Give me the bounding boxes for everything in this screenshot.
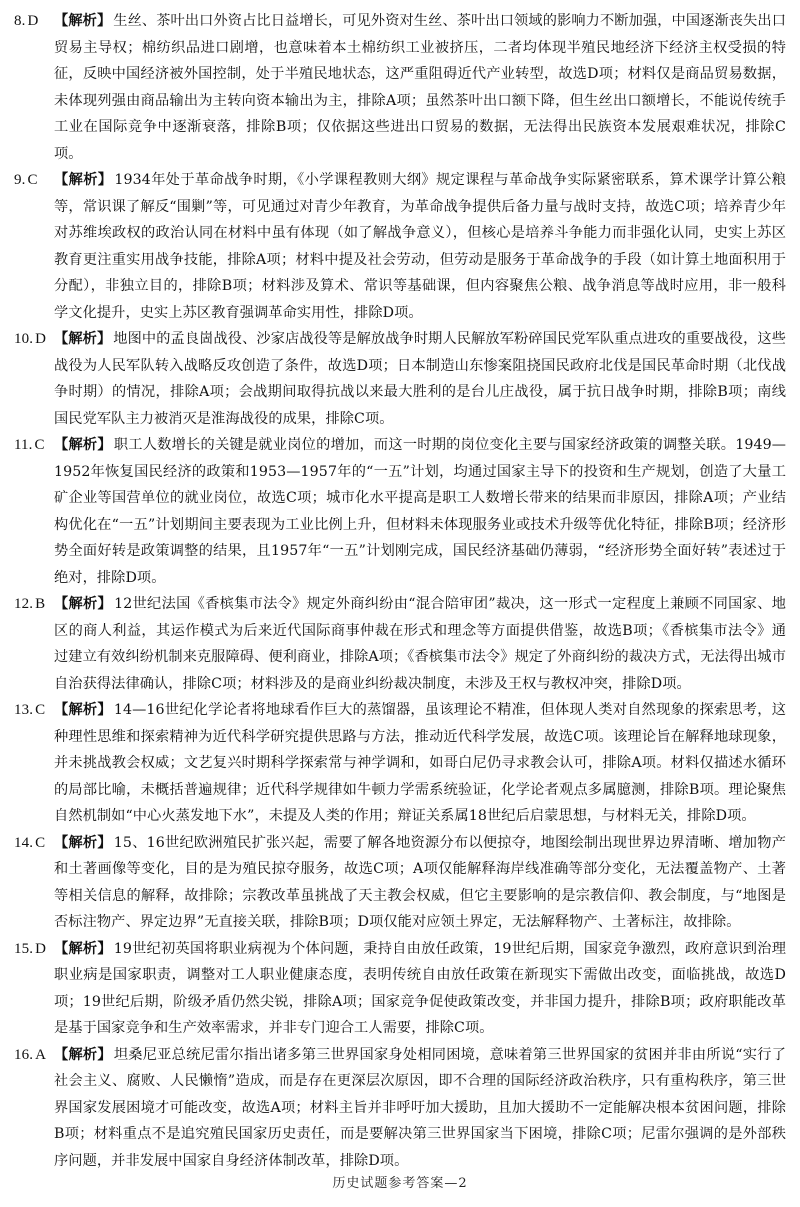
analysis-tag: 【解析】	[54, 702, 112, 718]
analysis-tag: 【解析】	[54, 331, 112, 347]
answer-letter: B	[35, 596, 46, 612]
analysis-tag: 【解析】	[54, 834, 112, 851]
analysis-tag: 【解析】	[54, 13, 112, 29]
answer-item-8	[14, 8, 786, 167]
answer-item-12	[14, 591, 786, 697]
explanation-text: 【解析】 生丝、茶叶出口外资占比日益增长，可见外资对生丝、茶叶出口领域的影响力不断加强，中国逐渐丧失出口贸易主导权；棉纺织品进口剧增，也意味着本土棉纺织工业被挤压，二者均体现半殖民地经济下经济主权受损的特征，反映中国经济被外国控制，处于半殖民地状态，这严重阻碍近代产业转型，故选D项；材料仅是商品贸易数据，未体现列强由商品输出为主转向资本输出为主，排除A项；虽然茶叶出口额下降，但生丝出口额增长，不能说传统手工业在国际竞争中逐渐衰落，排除B项；仅依据这些进出口贸易的数据，无法得出民族资本发展艰难状况，排除C项。	[54, 13, 787, 162]
explanation-text: 【解析】 12世纪法国《香槟集市法令》规定外商纠纷由“混合陪审团”裁决，这一形式一定程度上兼顾不同国家、地区的商人利益，其运作模式为后来近代国际商事仲裁在形式和理念等方面提供借鉴，故选B项；《香槟集市法令》通过建立有效纠纷机制来克服障碍、便利商业，排除A项；《香槟集市法令》规定了外商纠纷的裁决方式，无法得出城市自治获得法律确认，排除C项；材料涉及的是商业纠纷裁决制度，未涉及王权与教权冲突，排除D项。	[54, 596, 786, 692]
answer-item-13	[14, 697, 786, 830]
answer-item-9	[14, 167, 786, 326]
answer-letter: C	[27, 172, 38, 188]
analysis-tag: 【解析】	[54, 172, 113, 188]
answer-item-15	[14, 936, 786, 1042]
answer-letter: D	[35, 940, 46, 957]
analysis-tag: 【解析】	[54, 940, 112, 957]
question-number: 11. C	[14, 437, 45, 453]
answer-item-10	[14, 326, 786, 432]
answer-letter: C	[34, 437, 45, 453]
question-number: 8. D	[14, 13, 39, 29]
explanation-text: 【解析】 职工人数增长的关键是就业岗位的增加，而这一时期的岗位变化主要与国家经济政策的调整关联。1949—1952年恢复国民经济的政策和1953—1957年的“一五”计划，均通过国家主导下的投资和生产规划，创造了大量工矿企业等国营单位的就业岗位，故选C项；城市化水平提高是职工人数增长带来的结果而非原因，排除A项；产业结构优化在“一五”计划期间主要表现为工业比例上升，但材料未体现服务业或技术升级等优化特征，排除B项；经济形势全面好转是政策调整的结果，且1957年“一五”计划刚完成，国民经济基础仍薄弱，“经济形势全面好转”表述过于绝对，排除D项。	[54, 437, 786, 586]
answer-letter: C	[35, 702, 46, 718]
question-number: 16. A	[14, 1046, 46, 1063]
question-number: 12. B	[14, 596, 46, 612]
answer-letter: A	[35, 1046, 46, 1063]
question-number: 14. C	[14, 834, 46, 851]
explanation-text: 【解析】 1934年处于革命战争时期，《小学课程教则大纲》规定课程与革命战争实际紧密联系，算术课学计算公粮等，常识课了解反“围剿”等，可见通过对青少年教育，为革命战争提供后备力量与战时支持，故选C项；培养青少年对苏维埃政权的政治认同在材料中虽有体现（如了解战争意义），但核心是培养斗争能力而非强化认同，史实上苏区教育更注重实用战争技能，排除A项；材料中提及社会劳动，但劳动是服务于革命战争的手段（如计算土地面积用于分配），非独立目的，排除B项；材料涉及算术、常识等基础课，但内容聚焦公粮、战争消息等战时应用，非一般科学文化提升，史实上苏区教育强调革命实用性，排除D项。	[54, 172, 786, 321]
question-number: 10. D	[14, 331, 46, 347]
analysis-tag: 【解析】	[54, 437, 112, 453]
explanation-text: 【解析】 19世纪初英国将职业病视为个体问题，秉持自由放任政策，19世纪后期，国家竞争激烈，政府意识到治理职业病是国家职责，调整对工人职业健康态度，表明传统自由放任政策在新现实下需做出改变，面临挑战，故选D项；19世纪后期，阶级矛盾仍然尖锐，排除A项；国家竞争促使政策改变，并非国力提升，排除B项；政府职能改革是基于国家竞争和生产效率需求，并非专门迎合工人需要，排除C项。	[54, 940, 786, 1036]
answer-item-11	[14, 432, 786, 591]
answer-letter: D	[27, 13, 39, 29]
answer-letter: D	[35, 331, 46, 347]
explanation-text: 【解析】 15、16世纪欧洲殖民扩张兴起，需要了解各地资源分布以便掠夺，地图绘制出现世界边界清晰、增加物产和土著画像等变化，目的是为殖民掠夺服务，故选C项；A项仅能解释海岸线准确等部分变化，无法覆盖物产、土著等相关信息的解释，故排除；宗教改革虽挑战了天主教会权威，但它主要影响的是宗教信仰、教会制度，与“地图是否标注物产、界定边界”无直接关联，排除B项；D项仅能对应领土界定，无法解释物产、土著标注，故排除。	[54, 834, 786, 930]
analysis-tag: 【解析】	[54, 1046, 112, 1063]
explanation-text: 【解析】 地图中的孟良崮战役、沙家店战役等是解放战争时期人民解放军粉碎国民党军队重点进攻的重要战役，这些战役为人民军队转入战略反攻创造了条件，故选D项；日本制造山东惨案阻挠国民政府北伐是国民革命时期（北伐战争时期）的情况，排除A项；会战期间取得抗战以来最大胜利的是台儿庄战役，属于抗日战争时期，排除B项；南线国民党军队主力被消灭是淮海战役的成果，排除C项。	[54, 331, 787, 427]
page-footer: 历史试题参考答案—2	[332, 1176, 468, 1191]
question-number: 15. D	[14, 940, 46, 957]
answer-item-16	[14, 1042, 786, 1175]
question-number: 9. C	[14, 172, 38, 188]
explanation-text: 【解析】 坦桑尼亚总统尼雷尔指出诸多第三世界国家身处相同困境，意味着第三世界国家的贫困并非由所说“实行了社会主义、腐败、人民懒惰”造成，而是存在更深层次原因，即不合理的国际经济政治秩序，只有重构秩序，第三世界国家发展困境才可能改变，故选A项；材料主旨并非呼吁加大援助，且加大援助不一定能解决根本贫困问题，排除B项；材料重点不是追究殖民国家历史责任，而是要解决第三世界国家当下困境，排除C项；尼雷尔强调的是外部秩序问题，并非发展中国家自身经济体制改革，排除D项。	[54, 1046, 786, 1169]
question-number: 13. C	[14, 702, 46, 718]
explanation-text: 【解析】 14—16世纪化学论者将地球看作巨大的蒸馏器，虽该理论不精准，但体现人类对自然现象的探索思考，这种理性思维和探索精神为近代科学研究提供思路与方法，推动近代科学发展，故选C项。该理论旨在解释地球现象，并未挑战教会权威；文艺复兴时期科学探索常与神学调和，如哥白尼仍寻求教会认可，排除A项。材料仅描述水循环的局部比喻，未概括普遍规律；近代科学规律如牛顿力学需系统验证，化学论者观点多属臆测，排除B项。理论聚焦自然机制如“中心火蒸发地下水”，未提及人类的作用；辩证关系属18世纪后启蒙思想，与材料无关，排除D项。	[54, 702, 786, 824]
answer-letter: C	[35, 834, 46, 851]
analysis-tag: 【解析】	[54, 596, 113, 612]
answer-item-14	[14, 830, 786, 936]
